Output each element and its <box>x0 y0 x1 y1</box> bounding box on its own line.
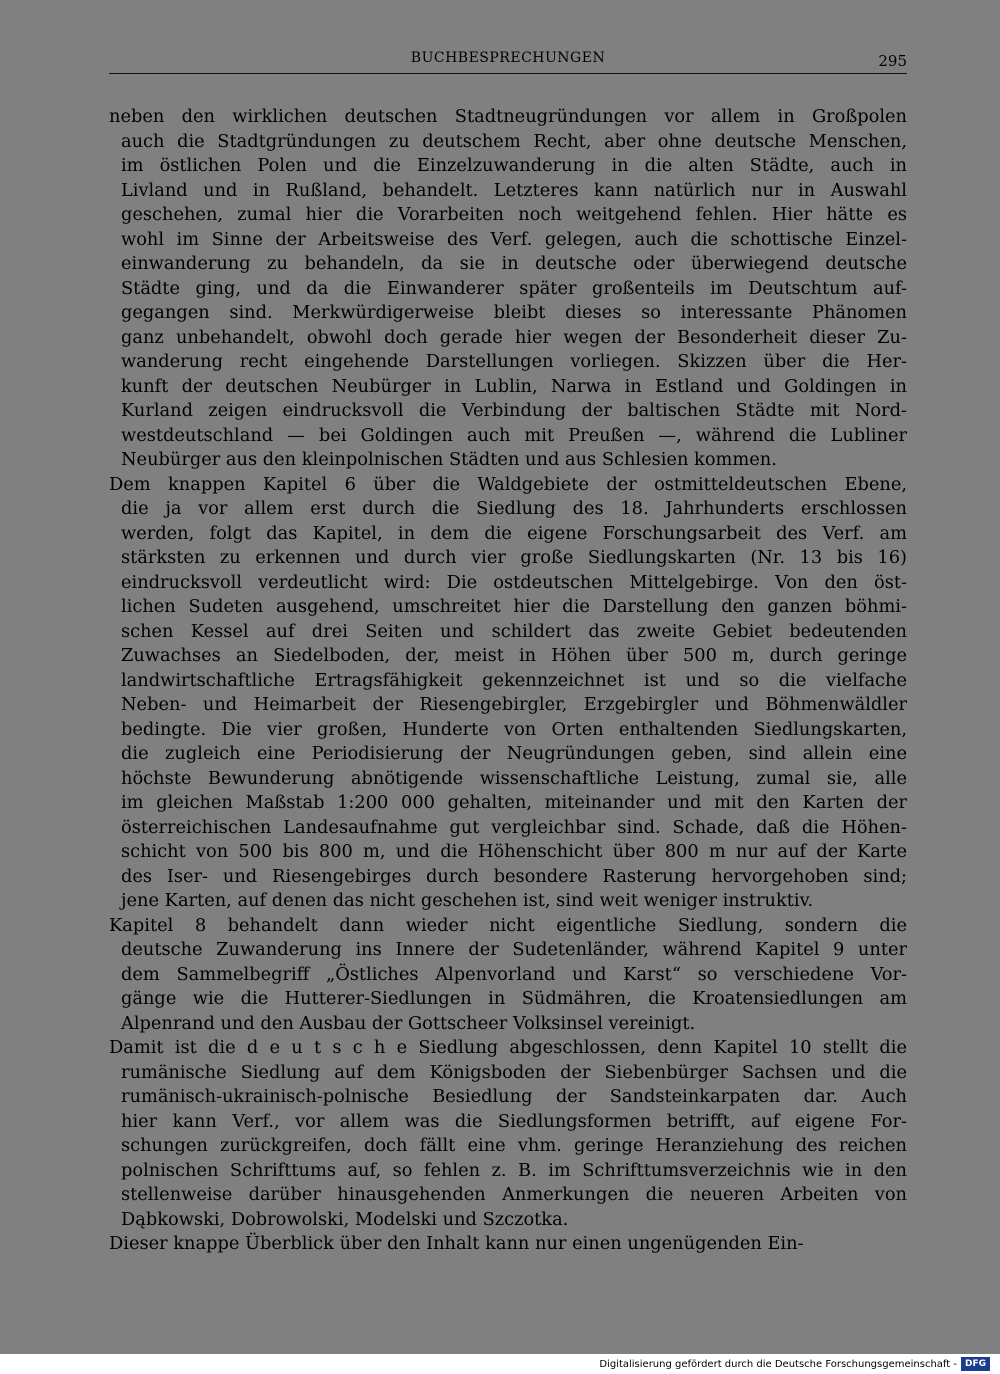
text-line: Alpenrand und den Ausbau der Gottscheer Volksinsel vereinigt. <box>121 1012 696 1034</box>
text-line: Städte ging, und da die Einwanderer später großenteils im Deutschtum auf- <box>121 277 907 299</box>
text-line: Dem knappen Kapitel 6 über die Waldgebiete der ostmitteldeutschen Ebene, <box>109 473 907 495</box>
running-title: BUCHBESPRECHUNGEN <box>410 50 606 66</box>
text-line: ganz unbehandelt, obwohl doch gerade hier wegen der Besonderheit dieser Zu- <box>121 326 907 348</box>
text-line: westdeutschland — bei Goldingen auch mit Preußen —, während die Lubliner <box>121 424 907 446</box>
text-line: Dieser knappe Überblick über den Inhalt kann nur einen ungenügenden Ein- <box>109 1233 804 1254</box>
text-line: im östlichen Polen und die Einzelzuwanderung in die alten Städte, auch in <box>121 155 907 176</box>
text-line: Dąbkowski, Dobrowolski, Modelski und Szczotka. <box>121 1208 569 1230</box>
text-line: Neben- und Heimarbeit der Riesengebirgler, Erzgebirgler und Böhmenwäldler <box>121 694 907 715</box>
text-line: gegangen sind. Merkwürdigerweise bleibt dieses so interessante Phänomen <box>121 302 907 323</box>
text-line: Kapitel 8 behandelt dann wieder nicht eigentliche Siedlung, sondern die <box>109 914 907 936</box>
text-line: lichen Sudeten ausgehend, umschreitet hier die Darstellung den ganzen böhmi- <box>121 596 907 617</box>
digitization-footer <box>599 1356 990 1372</box>
text-line: schicht von 500 bis 800 m, und die Höhenschicht über 800 m nur auf der Karte <box>121 841 907 862</box>
text-line: des Iser- und Riesengebirges durch besondere Rasterung hervorgehoben sind; <box>121 865 907 887</box>
text-line: stärksten zu erkennen und durch vier große Siedlungskarten (Nr. 13 bis 16) <box>121 547 907 568</box>
paragraph <box>109 1036 907 1232</box>
text-line: im gleichen Maßstab 1:200 000 gehalten, miteinander und mit den Karten der <box>121 792 907 813</box>
text-line: neben den wirklichen deutschen Stadtneugründungen vor allem in Großpolen <box>109 106 907 127</box>
text-line: hier kann Verf., vor allem was die Siedlungsformen betrifft, auf eigene For- <box>121 1110 907 1132</box>
running-header <box>109 50 907 74</box>
text-line: stellenweise darüber hinausgehenden Anmerkungen die neueren Arbeiten von <box>121 1184 907 1205</box>
text-line: auch die Stadtgründungen zu deutschem Recht, aber ohne deutsche Menschen, <box>121 130 907 152</box>
text-line: gänge wie die Hutterer-Siedlungen in Südmähren, die Kroatensiedlungen am <box>121 988 907 1009</box>
text-line: höchste Bewunderung abnötigende wissenschaftliche Leistung, zumal sie, alle <box>121 767 907 789</box>
text-line: dem Sammelbegriff „Östliches Alpenvorland und Karst“ so verschiedene Vor- <box>121 963 907 985</box>
text-line: wohl im Sinne der Arbeitsweise des Verf. gelegen, auch die schottische Einzel- <box>121 228 907 250</box>
text-line: Livland und in Rußland, behandelt. Letzteres kann natürlich nur in Auswahl <box>121 179 907 201</box>
text-line: rumänische Siedlung auf dem Königsboden der Siebenbürger Sachsen und die <box>121 1061 907 1083</box>
text-line: landwirtschaftliche Ertragsfähigkeit gekennzeichnet ist und so die vielfache <box>121 669 907 691</box>
text-line: schen Kessel auf drei Seiten und schildert das zweite Gebiet bedeutenden <box>121 620 907 642</box>
text-line: polnischen Schrifttums auf, so fehlen z. B. im Schrifttumsverzeichnis wie in den <box>121 1159 907 1181</box>
text-line: Zuwachses an Siedelboden, der, meist in Höhen über 500 m, durch geringe <box>121 645 907 666</box>
text-line: österreichischen Landesaufnahme gut vergleichbar sind. Schade, daß die Höhen- <box>121 816 907 838</box>
text-line: einwanderung zu behandeln, da sie in deutsche oder überwiegend deutsche <box>121 253 907 274</box>
text-line: Neubürger aus den kleinpolnischen Städten und aus Schlesien kommen. <box>121 449 777 470</box>
text-line: schungen zurückgreifen, doch fällt eine vhm. geringe Heranziehung des reichen <box>121 1135 907 1156</box>
dfg-logo-icon: DFG <box>961 1357 990 1371</box>
footer-credit: Digitalisierung gefördert durch die Deutsche Forschungsgemeinschaft - <box>599 1358 957 1370</box>
text-line: die zugleich eine Periodisierung der Neugründungen geben, sind allein eine <box>121 743 907 764</box>
text-line: deutsche Zuwanderung ins Innere der Sudetenländer, während Kapitel 9 unter <box>121 939 907 960</box>
paragraph <box>109 914 907 1037</box>
paragraph <box>109 473 907 914</box>
text-line: eindrucksvoll verdeutlicht wird: Die ostdeutschen Mittelgebirge. Von den öst- <box>121 571 907 593</box>
text-line: die ja vor allem erst durch die Siedlung des 18. Jahrhunderts erschlossen <box>121 498 907 519</box>
text-line: werden, folgt das Kapitel, in dem die eigene Forschungsarbeit des Verf. am <box>121 522 907 544</box>
page-number: 295 <box>878 52 907 70</box>
header-rule <box>109 73 907 74</box>
text-line: wanderung recht eingehende Darstellungen vorliegen. Skizzen über die Her- <box>121 351 907 372</box>
paragraph <box>109 105 907 473</box>
text-line: kunft der deutschen Neubürger in Lublin, Narwa in Estland und Goldingen in <box>121 375 907 397</box>
body-text <box>109 105 907 1257</box>
text-line: Kurland zeigen eindrucksvoll die Verbindung der baltischen Städte mit Nord- <box>121 400 907 421</box>
text-line: geschehen, zumal hier die Vorarbeiten noch weitgehend fehlen. Hier hätte es <box>121 204 907 225</box>
text-line: rumänisch-ukrainisch-polnische Besiedlung der Sandsteinkarpaten dar. Auch <box>121 1086 907 1107</box>
text-line: bedingte. Die vier großen, Hunderte von Orten enthaltenden Siedlungskarten, <box>121 718 907 740</box>
text-line: Damit ist die d e u t s c h e Siedlung abgeschlossen, denn Kapitel 10 stellt die <box>109 1037 907 1058</box>
paragraph <box>109 1232 907 1257</box>
text-line: jene Karten, auf denen das nicht geschehen ist, sind weit weniger instruktiv. <box>121 890 814 911</box>
